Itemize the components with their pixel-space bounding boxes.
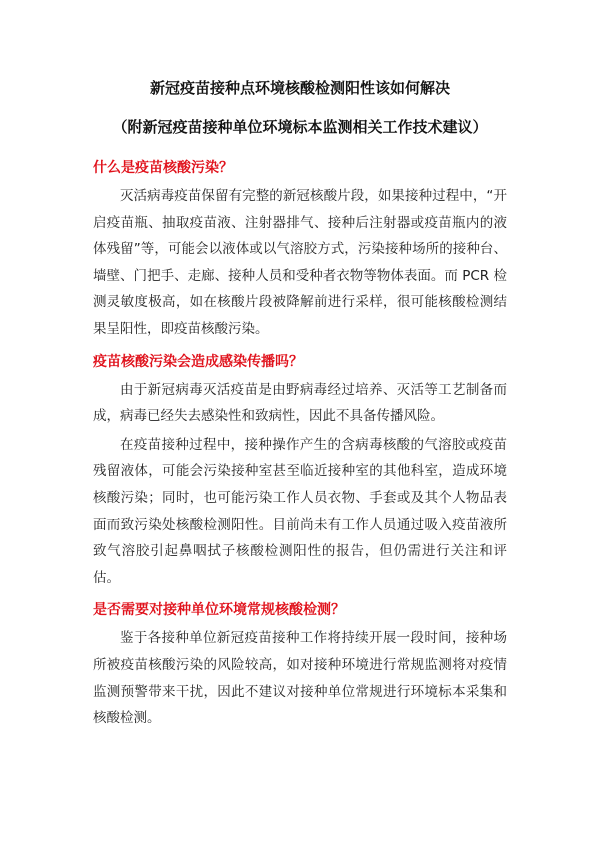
section-heading: 什么是疫苗核酸污染？ bbox=[93, 160, 233, 176]
section-paragraph: 由于新冠病毒灭活疫苗是由野病毒经过培养、灭活等工艺制备而成，病毒已经失去感染性和致病性，因此不具备传播风险。 bbox=[93, 381, 507, 425]
section-routine-testing bbox=[93, 600, 507, 731]
section-infection-risk bbox=[93, 352, 507, 592]
document-title: 新冠疫苗接种点环境核酸检测阳性该如何解决 bbox=[149, 79, 450, 97]
section-heading: 疫苗核酸污染会造成感染传播吗？ bbox=[93, 353, 303, 370]
section-paragraph: 在疫苗接种过程中，接种操作产生的含病毒核酸的气溶胶或疫苗残留液体，可能会污染接种室甚至临近接种室的其他科室，造成环境核酸污染；同时，也可能污染工作人员衣物、手套或及其个人物品表面而致污染处核酸检测阳性。目前尚未有工作人员通过吸入疫苗液所致气溶胶引起鼻咽拭子核酸检测阳性的报告，但仍需进行关注和评估。 bbox=[93, 436, 507, 586]
section-heading: 是否需要对接种单位环境常规核酸检测？ bbox=[93, 602, 345, 619]
section-paragraph: 鉴于各接种单位新冠疫苗接种工作将持续开展一段时间，接种场所被疫苗核酸污染的风险较高，如对接种环境进行常规监测将对疫情监测预警带来干扰，因此不建议对接种单位常规进行环境标本采集和核酸检测。 bbox=[93, 630, 507, 727]
section-paragraph: 灭活病毒疫苗保留有完整的新冠核酸片段，如果接种过程中，“开启疫苗瓶、抽取疫苗液、注射器排气、接种后注射器或疫苗瓶内的液体残留”等，可能会以液体或以气溶胶方式，污染接种场所的接种台、墙壁、门把手、走廊、接种人员和受种者衣物等物体表面。而 PCR 检测灵敏度极高，如在核酸片段被降解前进行采样，很可能核酸检测结果呈阳性，即疫苗核酸污染。 bbox=[93, 188, 507, 337]
document-subtitle: （附新冠疫苗接种单位环境标本监测相关工作技术建议） bbox=[112, 118, 488, 136]
section-what-is-contamination bbox=[93, 158, 507, 343]
